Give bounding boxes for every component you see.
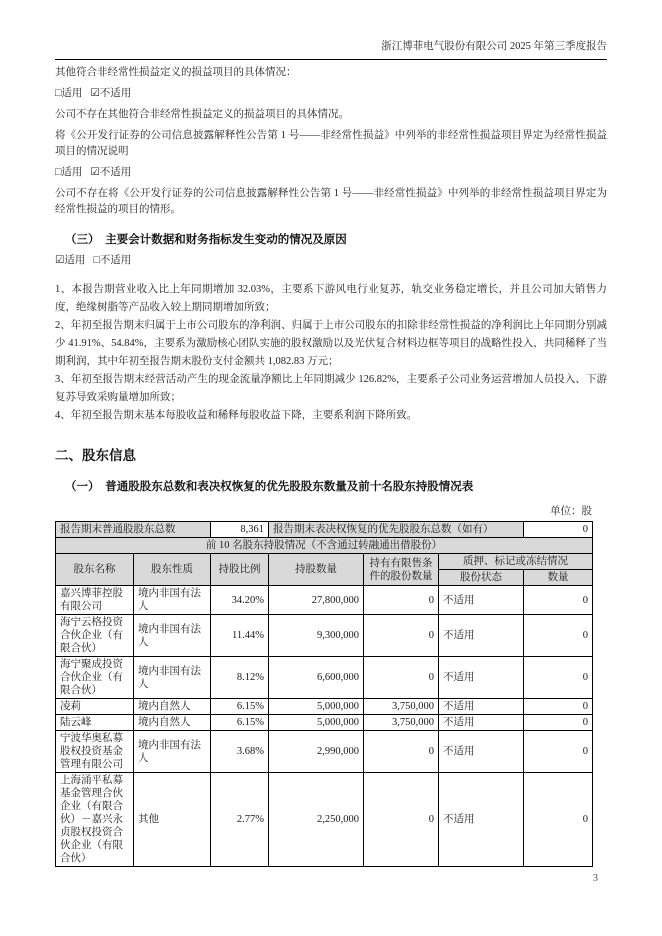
para-no-other-items: 公司不存在其他符合非经常性损益定义的损益项目的具体情况。 xyxy=(55,109,349,120)
checkbox-not-applicable: □不适用 xyxy=(93,255,132,266)
applicability-row-1 xyxy=(55,86,607,102)
cell-pledge-status: 不适用 xyxy=(439,657,524,699)
cell-pledge-qty: 0 xyxy=(524,657,593,699)
cell-restricted: 0 xyxy=(364,657,439,699)
col-header-pledge-qty: 数量 xyxy=(524,570,593,586)
preferred-shareholders-label: 报告期末表决权恢复的优先股股东总数（如有） xyxy=(269,522,524,538)
col-header-shares: 持股数量 xyxy=(269,554,364,586)
cell-shares: 5,000,000 xyxy=(269,699,364,715)
checkbox-applicable: ☑适用 xyxy=(55,255,86,266)
cell-shareholder-nature: 境内非国有法人 xyxy=(134,731,211,773)
cell-shares: 27,800,000 xyxy=(269,586,364,615)
common-shareholders-label: 报告期末普通股股东总数 xyxy=(56,522,211,538)
cell-restricted: 0 xyxy=(364,615,439,657)
checkbox-not-applicable: ☑不适用 xyxy=(90,167,132,178)
report-title: 浙江博菲电气股份有限公司 2025 年第三季度报告 xyxy=(381,41,607,52)
cell-shareholder-name: 海宁云格投资合伙企业（有限合伙） xyxy=(56,615,134,657)
cell-shareholder-nature: 境内自然人 xyxy=(134,699,211,715)
cell-shareholder-nature: 境内非国有法人 xyxy=(134,657,211,699)
checkbox-not-applicable: ☑不适用 xyxy=(90,88,132,99)
heading-section-changes: （三） 主要会计数据和财务指标发生变动的情况及原因 xyxy=(65,234,347,246)
cell-pledge-status: 不适用 xyxy=(439,699,524,715)
cell-pledge-status: 不适用 xyxy=(439,715,524,731)
change-reason-list xyxy=(55,281,607,425)
cell-pledge-status: 不适用 xyxy=(439,773,524,867)
cell-pledge-qty: 0 xyxy=(524,773,593,867)
col-header-ratio: 持股比例 xyxy=(211,554,269,586)
cell-shares: 2,990,000 xyxy=(269,731,364,773)
col-header-pledge-status: 股份状态 xyxy=(439,570,524,586)
cell-pledge-status: 不适用 xyxy=(439,615,524,657)
cell-pledge-qty: 0 xyxy=(524,715,593,731)
shareholder-row xyxy=(56,773,593,867)
cell-ratio: 6.15% xyxy=(211,699,269,715)
cell-restricted: 0 xyxy=(364,586,439,615)
header-row-1 xyxy=(56,554,593,570)
cell-shares: 5,000,000 xyxy=(269,715,364,731)
cell-pledge-status: 不适用 xyxy=(439,586,524,615)
cell-ratio: 3.68% xyxy=(211,731,269,773)
cell-ratio: 11.44% xyxy=(211,615,269,657)
page-number: 3 xyxy=(592,873,598,884)
checkbox-applicable: □适用 xyxy=(55,88,83,99)
cell-shareholder-name: 海宁聚成投资合伙企业（有限合伙） xyxy=(56,657,134,699)
cell-shares: 2,250,000 xyxy=(269,773,364,867)
cell-shares: 9,300,000 xyxy=(269,615,364,657)
shareholder-row xyxy=(56,715,593,731)
change-item-3: 3、年初至报告期末经营活动产生的现金流量净额比上年同期减少 126.82%，主要系子公司业务运营增加人员投入、下游复苏导致采购量增加所致； xyxy=(55,374,607,403)
change-item-2: 2、年初至报告期末归属于上市公司股东的净利润、归属于上市公司股东的扣除非经常性损益的净利润比上年同期分别减少 41.91%、54.84%，主要系为激励核心团队实施的股权激励以及光伏复合材料边框等项目的战略性投入，共同稀释了当期利润，其中年初至报告期末股份支付金额共 1,082.83 万元； xyxy=(55,320,607,367)
cell-shares: 6,600,000 xyxy=(269,657,364,699)
para-define-recurring: 将《公开发行证券的公司信息披露解释性公告第 1 号——非经常性损益》中列举的非经常性损益项目界定为经常性损益项目的情况说明 xyxy=(55,130,607,157)
cell-pledge-status: 不适用 xyxy=(439,731,524,773)
cell-shareholder-nature: 境内非国有法人 xyxy=(134,615,211,657)
cell-pledge-qty: 0 xyxy=(524,699,593,715)
cell-pledge-qty: 0 xyxy=(524,731,593,773)
applicability-row-3 xyxy=(55,253,607,269)
shareholder-row xyxy=(56,586,593,615)
checkbox-applicable: □适用 xyxy=(55,167,83,178)
cell-shareholder-nature: 境内非国有法人 xyxy=(134,586,211,615)
summary-row xyxy=(56,522,593,538)
cell-ratio: 2.77% xyxy=(211,773,269,867)
col-header-nature: 股东性质 xyxy=(134,554,211,586)
heading-shareholder-info: 二、股东信息 xyxy=(55,448,136,463)
cell-ratio: 8.12% xyxy=(211,657,269,699)
para-other-items: 其他符合非经常性损益定义的损益项目的具体情况： xyxy=(55,67,297,78)
col-header-name: 股东名称 xyxy=(56,554,134,586)
cell-ratio: 6.15% xyxy=(211,715,269,731)
change-item-1: 1、本报告期营业收入比上年同期增加 32.03%，主要系下游风电行业复苏，轨交业务稳定增长，并且公司加大销售力度，绝缘树脂等产品收入较上期同期增加所致； xyxy=(55,284,607,313)
applicability-row-2 xyxy=(55,165,607,181)
banner-row xyxy=(56,538,593,554)
cell-restricted: 0 xyxy=(364,773,439,867)
common-shareholders-value: 8,361 xyxy=(211,522,269,538)
cell-shareholder-name: 凌莉 xyxy=(56,699,134,715)
top10-banner: 前 10 名股东持股情况（不含通过转融通出借股份） xyxy=(56,538,593,554)
preferred-shareholders-value: 0 xyxy=(524,522,593,538)
cell-ratio: 34.20% xyxy=(211,586,269,615)
col-header-pledge-group: 质押、标记或冻结情况 xyxy=(439,554,593,570)
cell-shareholder-name: 嘉兴博菲控股有限公司 xyxy=(56,586,134,615)
heading-shareholder-table: （一） 普通股股东总数和表决权恢复的优先股股东数量及前十名股东持股情况表 xyxy=(65,481,474,493)
cell-shareholder-name: 陆云峰 xyxy=(56,715,134,731)
cell-shareholder-nature: 境内自然人 xyxy=(134,715,211,731)
cell-restricted: 3,750,000 xyxy=(364,699,439,715)
cell-pledge-qty: 0 xyxy=(524,586,593,615)
shareholder-row xyxy=(56,657,593,699)
cell-restricted: 3,750,000 xyxy=(364,715,439,731)
shareholder-row xyxy=(56,615,593,657)
document-header xyxy=(55,40,607,60)
cell-pledge-qty: 0 xyxy=(524,615,593,657)
cell-shareholder-name: 宁波华奥私募股权投资基金管理有限公司 xyxy=(56,731,134,773)
unit-label: 单位：股 xyxy=(550,506,592,517)
col-header-restricted: 持有有限售条件的股份数量 xyxy=(364,554,439,586)
shareholder-table xyxy=(55,521,593,867)
cell-shareholder-name: 上海涌平私募基金管理合伙企业（有限合伙）－嘉兴永贞股权投资合伙企业（有限合伙） xyxy=(56,773,134,867)
shareholder-row xyxy=(56,731,593,773)
cell-restricted: 0 xyxy=(364,731,439,773)
cell-shareholder-nature: 其他 xyxy=(134,773,211,867)
para-no-define-recurring: 公司不存在将《公开发行证券的公司信息披露解释性公告第 1 号——非经常性损益》中列举的非经常性损益项目界定为经常性损益的项目的情形。 xyxy=(55,188,607,215)
change-item-4: 4、年初至报告期末基本每股收益和稀释每股收益下降，主要系利润下降所致。 xyxy=(55,410,418,421)
shareholder-row xyxy=(56,699,593,715)
